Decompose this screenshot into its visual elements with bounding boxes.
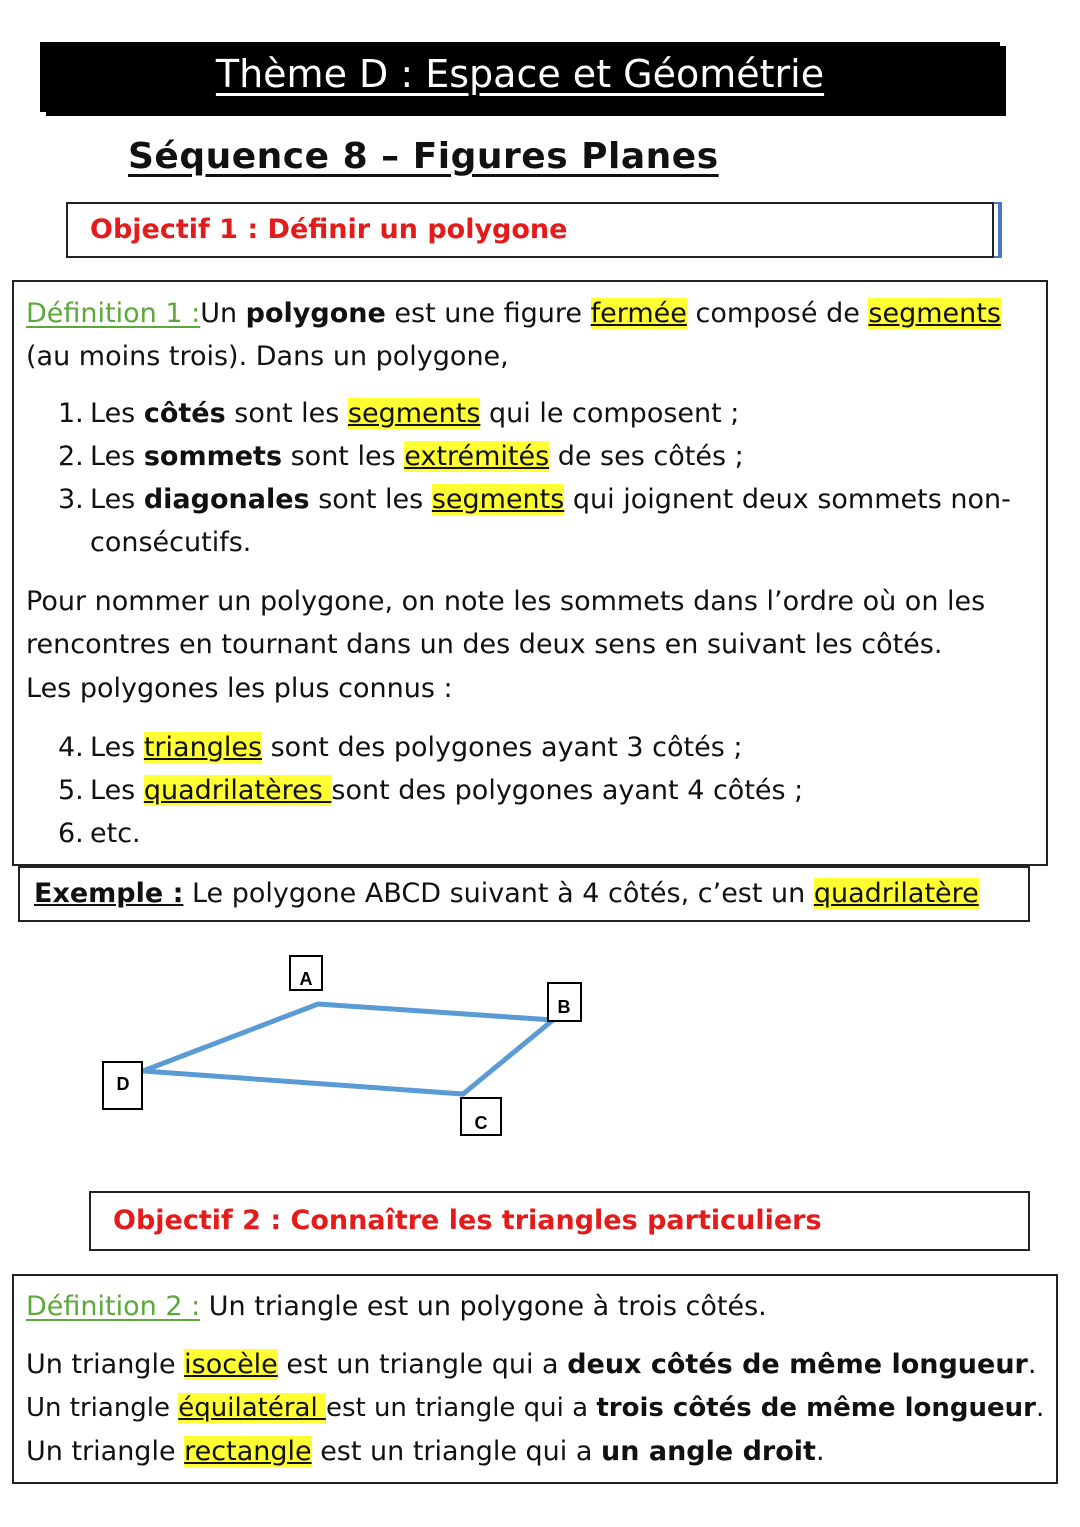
highlight-term: quadrilatère xyxy=(813,878,979,909)
objective-2-label: Objectif 2 : Connaître les triangles particuliers xyxy=(113,1205,822,1236)
objective-1-box xyxy=(66,202,994,258)
example-box xyxy=(18,866,1030,922)
polygon-abcd xyxy=(143,1004,553,1094)
highlight-term: segments xyxy=(347,398,481,429)
highlight-term: triangles xyxy=(143,732,263,763)
definition-2-box xyxy=(12,1274,1058,1484)
naming-line-2: rencontres en tournant dans un des deux sens en suivant les côtés. xyxy=(26,629,943,660)
triangle-rectangle-line: Un triangle rectangle est un triangle qui a un angle droit. xyxy=(26,1436,825,1467)
highlight-term: extrémités xyxy=(404,441,550,472)
example-label: Exemple : xyxy=(34,878,184,909)
definition-1-line-2: (au moins trois). Dans un polygone, xyxy=(26,341,509,372)
definition-2-intro: Définition 2 : Un triangle est un polygone à trois côtés. xyxy=(26,1291,767,1322)
definition-1-label: Définition 1 : xyxy=(26,298,201,329)
example-line: Exemple : Le polygone ABCD suivant à 4 côtés, c’est un quadrilatère xyxy=(34,878,979,909)
objective-2-box xyxy=(89,1191,1030,1251)
list-item-continuation: consécutifs. xyxy=(90,527,252,558)
known-polygons-line: Les polygones les plus connus : xyxy=(26,673,453,704)
svg-text:A: A xyxy=(299,969,313,989)
highlight-term: segments xyxy=(868,298,1001,329)
definition-1-box: Définition 1 :Un polygone est une figure fermée composé de segments (au moins trois). Dans un polygone, 1. Les côtés sont les segments qui le composent ; 2. Les sommets sont les extrémités de ses côtés ; 3. Les diagonales sont les segments qui joignent deux sommets non- consécutifs. Pour nommer un polygone, on note les sommets dans l’ordre où on les rencontres en tournant dans un des deux sens en suivant les côtés. Les polygones les plus connus : 4. Les triangles sont des polygones ayant 3 côtés ; 5. Les quadrilatères sont des polygones ayant 4 côtés ; 6. etc. xyxy=(12,280,1048,866)
highlight-term: segments xyxy=(431,484,565,515)
triangle-equilateral-line: Un triangle équilatéral est un triangle qui a trois côtés de même longueur. xyxy=(26,1393,1045,1423)
vertex-label-c xyxy=(461,1098,501,1135)
highlight-term: rectangle xyxy=(184,1436,312,1467)
highlight-term: fermée xyxy=(590,298,687,329)
triangle-isocele-line: Un triangle isocèle est un triangle qui a deux côtés de même longueur. xyxy=(26,1349,1037,1380)
objective-1-label: Objectif 1 : Définir un polygone xyxy=(90,214,568,245)
sequence-title: Séquence 8 – Figures Planes xyxy=(128,136,719,177)
theme-banner xyxy=(40,42,1000,112)
highlight-term: équilatéral xyxy=(178,1393,326,1423)
svg-text:D: D xyxy=(116,1074,130,1094)
vertex-label-d xyxy=(103,1062,142,1109)
vertex-label-a xyxy=(290,956,322,990)
definition-2-label: Définition 2 : xyxy=(26,1291,201,1322)
svg-text:B: B xyxy=(557,997,571,1017)
highlight-term: isocèle xyxy=(184,1349,278,1380)
theme-title: Thème D : Espace et Géométrie xyxy=(215,52,825,96)
definition-1-line-1: Définition 1 :Un polygone est une figure fermée composé de segments xyxy=(26,298,1001,329)
vertex-label-b xyxy=(548,983,581,1021)
highlight-term: quadrilatères xyxy=(143,775,332,806)
polygon-abcd-figure xyxy=(0,940,700,1150)
svg-text:C: C xyxy=(474,1113,488,1133)
naming-line-1: Pour nommer un polygone, on note les sommets dans l’ordre où on les xyxy=(26,586,986,617)
